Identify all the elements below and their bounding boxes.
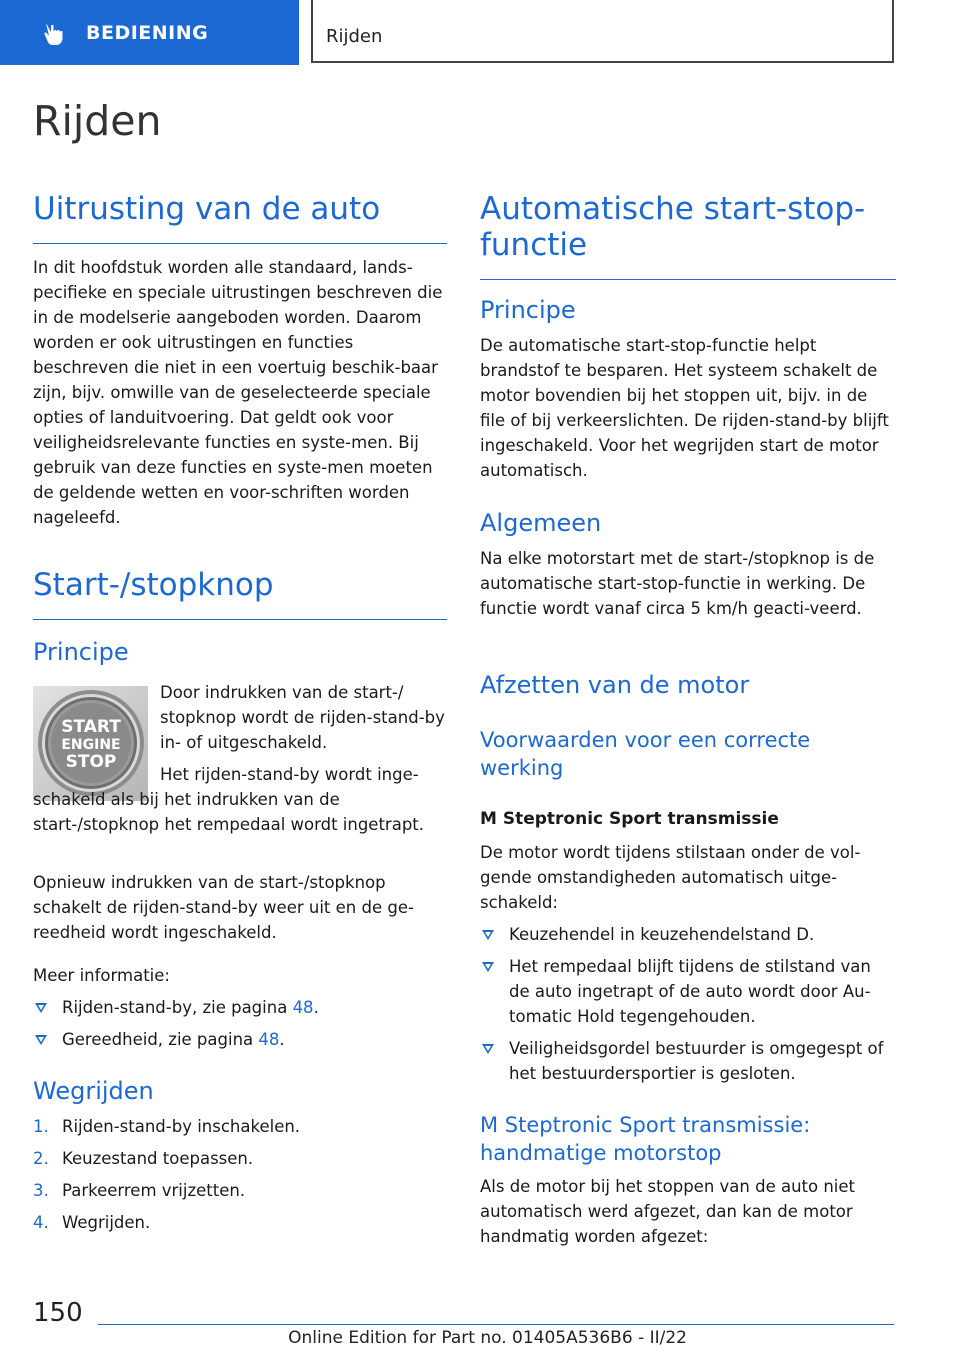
triangle-bullet-icon bbox=[482, 930, 494, 940]
section-tab-label: BEDIENING bbox=[86, 21, 209, 44]
more-info-list bbox=[33, 995, 447, 1059]
page-title: Rijden bbox=[33, 97, 162, 145]
subsubsection-title-voorwaarden: Voorwaarden voor een correcte werking bbox=[480, 728, 811, 780]
transmission-paragraph: De motor wordt tijdens stilstaan onder de vol-gende omstandigheden automatisch uitge-schakeld: bbox=[480, 843, 861, 912]
list-item: 2. Keuzestand toepassen. bbox=[33, 1149, 254, 1168]
breadcrumb-label: Rijden bbox=[326, 26, 383, 47]
list-item: Veiligheidsgordel bestuurder is omgegespt of het bestuurdersportier is gesloten. bbox=[480, 1036, 896, 1086]
algemeen-paragraph: Na elke motorstart met de start-/stopknop is de automatische start-stop-functie in werking. De functie wordt vanaf circa 5 km/h geacti-veerd. bbox=[480, 549, 875, 618]
handmatig-paragraph: Als de motor bij het stoppen van de auto niet automatisch werd afgezet, dan kan de motor handmatig worden afgezet: bbox=[480, 1177, 856, 1246]
button-label-stop: STOP bbox=[65, 752, 117, 772]
button-label-engine: ENGINE bbox=[61, 737, 121, 753]
subsection-title-principe: Principe bbox=[33, 638, 129, 666]
section-title-equipment: Uitrusting van de auto bbox=[33, 191, 447, 244]
button-label-start: START bbox=[61, 717, 121, 737]
list-item: Rijden-stand-by, zie pagina 48. bbox=[33, 995, 447, 1020]
list-item: 1. Rijden-stand-by inschakelen. bbox=[33, 1117, 301, 1136]
equipment-paragraph: In dit hoofdstuk worden alle standaard, lands-pecifieke en speciale uitrustingen beschreven die in de modelserie aangeboden worden. Daarom worden er ook uitrustingen en functies beschreven die niet in een voertuig beschik-baar zijn, bijv. omwille van de geselecteerde speciale opties of landuitvoering. Dat geldt ook voor veiligheidsrelevante functies en syste-men. Bij gebruik van deze functies en syste-men moeten de geldende wetten en voor-schriften worden nageleefd. bbox=[33, 258, 443, 527]
subsection-title-wegrijden: Wegrijden bbox=[33, 1077, 154, 1105]
wegrijden-steps bbox=[33, 1114, 447, 1242]
auto-start-stop-principe-paragraph: De automatische start-stop-functie helpt brandstof te besparen. Het systeem schakelt de motor bovendien bij het stoppen uit, bijv. in de file of bij verkeerslichten. De rijden-stand-by blijft ingeschakeld. Voor het wegrijden start de motor automatisch. bbox=[480, 336, 889, 480]
footer-divider bbox=[98, 1324, 894, 1325]
triangle-bullet-icon bbox=[35, 1035, 47, 1045]
triangle-bullet-icon bbox=[35, 1003, 47, 1013]
principe-paragraph-1: Door indrukken van de start-/ stopknop wordt de rijden-stand-by in- of uitgeschakeld. bbox=[160, 683, 445, 752]
page-link[interactable]: 48 bbox=[258, 1030, 280, 1049]
principe-paragraph-2: Het rijden-stand-by wordt inge-schakeld als bij het indrukken van de start-/stopknop het rempedaal wordt ingetrapt. bbox=[33, 765, 425, 834]
page-link[interactable]: 48 bbox=[292, 998, 314, 1017]
breadcrumb bbox=[311, 0, 894, 63]
section-tab[interactable] bbox=[0, 0, 299, 65]
section-title-start-stop-button: Start-/stopknop bbox=[33, 567, 447, 620]
more-info-label: Meer informatie: bbox=[33, 966, 170, 985]
triangle-bullet-icon bbox=[482, 1044, 494, 1054]
subsection-title-afzetten: Afzetten van de motor bbox=[480, 671, 750, 699]
subsection-title-principe-right: Principe bbox=[480, 296, 576, 324]
hand-pointer-icon bbox=[40, 19, 68, 47]
triangle-bullet-icon bbox=[482, 962, 494, 972]
transmission-heading: M Steptronic Sport transmissie bbox=[480, 809, 779, 829]
subsection-title-algemeen: Algemeen bbox=[480, 509, 602, 537]
subsubsection-title-handmatig: M Steptronic Sport transmissie: handmatige motorstop bbox=[480, 1113, 811, 1165]
list-item: Het rempedaal blijft tijdens de stilstand van de auto ingetrapt of de auto wordt door Au-tomatic Hold tegengehouden. bbox=[480, 954, 896, 1029]
section-title-auto-start-stop: Automatische start-stop-functie bbox=[480, 191, 896, 280]
edition-label: Online Edition for Part no. 01405A536B6 - II/22 bbox=[288, 1328, 687, 1348]
principe-paragraph-3: Opnieuw indrukken van de start-/stopknop schakelt de rijden-stand-by weer uit en de ge-reedheid wordt ingeschakeld. bbox=[33, 873, 414, 942]
list-item: 4. Wegrijden. bbox=[33, 1213, 151, 1232]
conditions-list bbox=[480, 922, 896, 1093]
list-item: 3. Parkeerrem vrijzetten. bbox=[33, 1181, 246, 1200]
page-number: 150 bbox=[33, 1298, 83, 1328]
list-item: Keuzehendel in keuzehendelstand D. bbox=[480, 922, 896, 947]
list-item: Gereedheid, zie pagina 48. bbox=[33, 1027, 447, 1052]
